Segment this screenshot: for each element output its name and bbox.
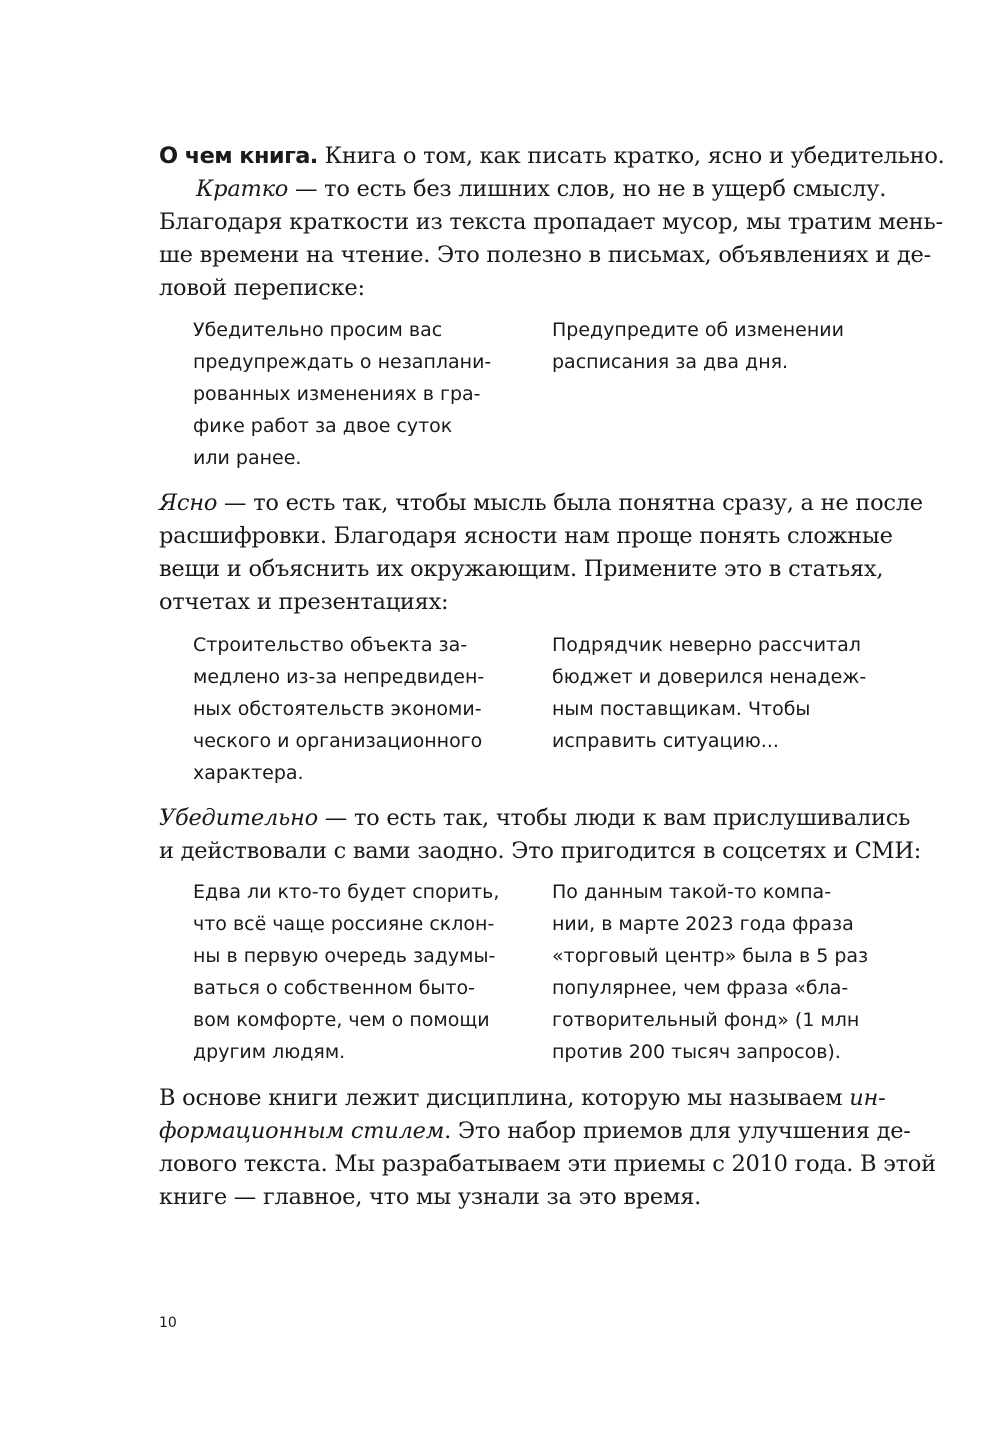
example-line: ны в первую очередь задумы- — [193, 945, 496, 967]
intro-line — [159, 140, 945, 173]
convincing-line-2: и действовали с вами заодно. Это пригодится в соцсетях и СМИ: — [159, 838, 922, 864]
basis-line-1-text: В основе книги лежит дисциплина, которую мы называем — [159, 1085, 850, 1111]
intro-text: Книга о том, как писать кратко, ясно и убедительно. — [317, 143, 945, 169]
basis-line-2-text: . Это набор приемов для улучшения де- — [444, 1118, 911, 1144]
example-line: бюджет и доверился ненадеж- — [552, 666, 867, 688]
example-line: ваться о собственном быто- — [193, 977, 475, 999]
example-line: что всё чаще россияне склон- — [193, 913, 495, 935]
example-line: расписания за два дня. — [552, 351, 789, 373]
brief-line-1 — [196, 173, 887, 206]
example-line: популярнее, чем фраза «бла- — [552, 977, 849, 999]
basis-line-2 — [159, 1115, 911, 1148]
convincing-line-1 — [159, 802, 911, 835]
basis-line-3: лового текста. Мы разрабатываем эти приемы с 2010 года. В этой — [159, 1151, 936, 1177]
example-line: фике работ за двое суток — [193, 415, 453, 437]
example-line: вом комфорте, чем о помощи — [193, 1009, 490, 1031]
example-line: против 200 тысяч запросов). — [552, 1041, 841, 1063]
example-line: Убедительно просим вас — [193, 319, 443, 341]
clear-example-after — [552, 629, 866, 757]
clear-line-1-text: — то есть так, чтобы мысль была понятна сразу, а не после — [217, 490, 923, 516]
convincing-example-after — [552, 876, 868, 1068]
convincing-term: Убедительно — [159, 805, 318, 831]
example-line: другим людям. — [193, 1041, 346, 1063]
example-line: ных обстоятельств экономи- — [193, 698, 482, 720]
example-line: или ранее. — [193, 447, 302, 469]
convincing-line-1-text: — то есть так, чтобы люди к вам прислушивались — [317, 805, 911, 831]
clear-line-1 — [159, 487, 923, 520]
basis-line-4: книге — главное, что мы узнали за это время. — [159, 1184, 702, 1210]
example-line: Подрядчик неверно рассчитал — [552, 634, 861, 656]
example-line: По данным такой-то компа- — [552, 881, 832, 903]
basis-line-1 — [159, 1082, 886, 1115]
brief-line-3: ше времени на чтение. Это полезно в письмах, объявлениях и де- — [159, 242, 931, 268]
example-line: предупреждать о незаплани- — [193, 351, 492, 373]
example-line: готворительный фонд» (1 млн — [552, 1009, 860, 1031]
example-line: Строительство объекта за- — [193, 634, 468, 656]
convincing-example-before — [193, 876, 499, 1068]
example-line: исправить ситуацию... — [552, 730, 779, 752]
brief-example-after — [552, 314, 844, 378]
example-line: Предупредите об изменении — [552, 319, 844, 341]
example-line: рованных изменениях в гра- — [193, 383, 481, 405]
page-number: 10 — [159, 1315, 177, 1331]
brief-line-1-text: — то есть без лишних слов, но не в ущерб смыслу. — [288, 176, 887, 202]
clear-line-2: расшифровки. Благодаря ясности нам проще понять сложные — [159, 523, 893, 549]
clear-line-3: вещи и объяснить их окружающим. Примените это в статьях, — [159, 556, 884, 582]
clear-line-4: отчетах и презентациях: — [159, 589, 449, 615]
example-line: ным поставщикам. Чтобы — [552, 698, 811, 720]
clear-term: Ясно — [159, 490, 218, 516]
example-line: Едва ли кто-то будет спорить, — [193, 881, 500, 903]
brief-line-2: Благодаря краткости из текста пропадает мусор, мы тратим мень- — [159, 209, 943, 235]
brief-term: Кратко — [196, 176, 289, 202]
example-line: ческого и организационного — [193, 730, 483, 752]
intro-lead: О чем книга. — [159, 143, 318, 169]
example-line: медлено из-за непредвиден- — [193, 666, 485, 688]
info-style-term: формационным стилем — [159, 1118, 445, 1144]
example-line: характера. — [193, 762, 304, 784]
clear-example-before — [193, 629, 484, 789]
brief-line-4: ловой переписке: — [159, 275, 365, 301]
example-line: «торговый центр» была в 5 раз — [552, 945, 869, 967]
brief-example-before — [193, 314, 491, 474]
example-line: нии, в марте 2023 года фраза — [552, 913, 854, 935]
basis-line-1-italic: ин- — [849, 1085, 886, 1111]
